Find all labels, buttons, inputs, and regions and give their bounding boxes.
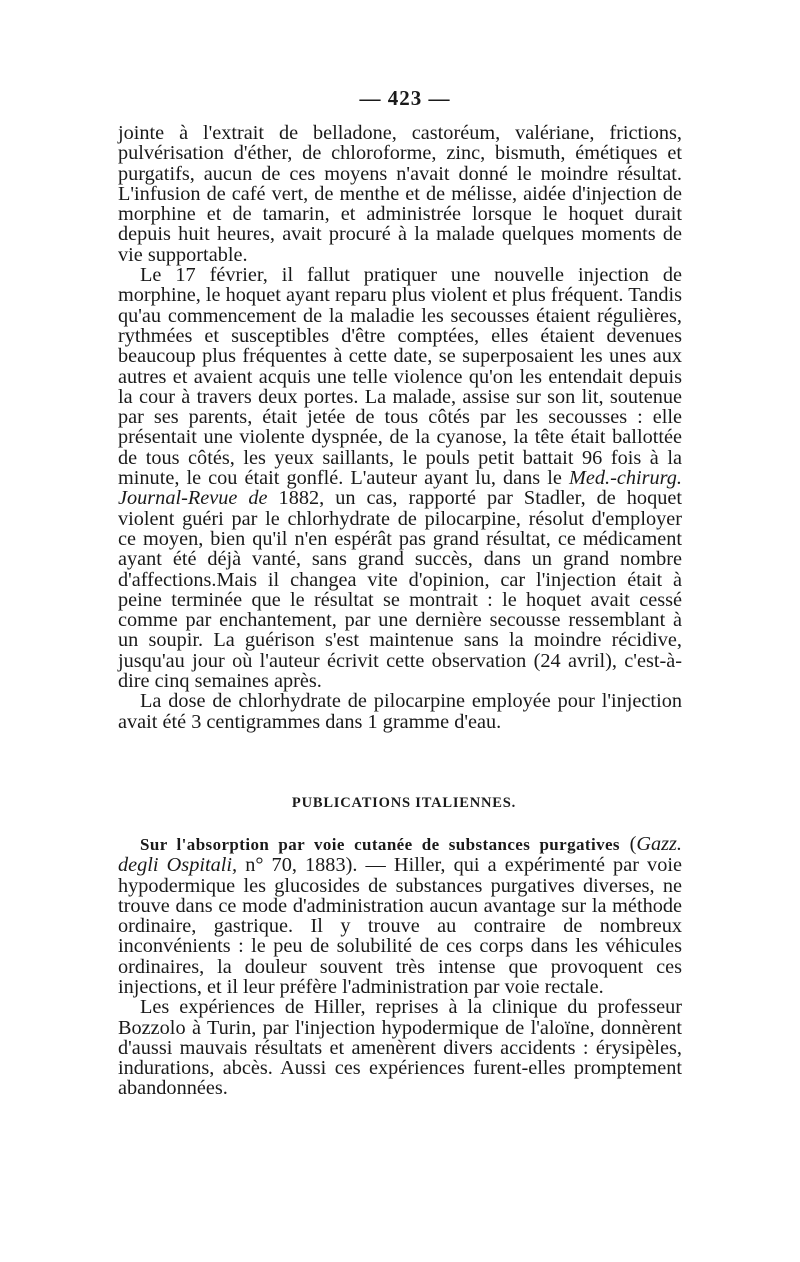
- article-body: — Hiller, qui a expérimenté par voie hypodermique les glucosides de substances purgatives diverses, ne trouve dans ce mode d'administration aucun avantage sur la méthode ordinaire, gastrique. Il y trouve au contraire de nombreux inconvénients : le peu de solubilité de ces corps dans les véhicules ordinaires, la douleur souvent très intense que provoquent ces injections, et il leur préfère l'administration par voie rectale.: [118, 854, 682, 998]
- paragraph-continuation: jointe à l'extrait de belladone, castoréum, valériane, frictions, pulvérisation d'éther, de chloroforme, zinc, bismuth, émétiques et purgatifs, aucun de ces moyens n'avait donné le moindre résultat. L'infusion de café vert, de menthe et de mélisse, aidée d'injection de morphine et de tamarin, et administrée lorsque le hoquet durait depuis huit heures, avait procuré à la malade quelques moments de vie supportable.: [118, 122, 682, 266]
- page-number: — 423 —: [359, 86, 451, 110]
- article-citation-rest: n° 70, 1883).: [245, 854, 358, 877]
- paragraph-hiller-experiments: Les expériences de Hiller, reprises à la clinique du professeur Bozzolo à Turin, par l'injection hypodermique de l'aloïne, donnèrent d'aussi mauvais résultats et amenèrent divers accidents : érysipèles, indurations, abcès. Aussi ces expériences furent-elles promptement abandonnées.: [118, 996, 682, 1100]
- section-heading: PUBLICATIONS ITALIENNES.: [291, 794, 517, 811]
- document-page: [118, 86, 682, 1099]
- paragraph-case-report: [118, 265, 682, 691]
- article-title: Sur l'absorption par voie cutanée de substances purgatives: [140, 834, 620, 854]
- article-paragraph: [118, 834, 682, 997]
- paragraph-dose: La dose de chlorhydrate de pilocarpine employée pour l'injection avait été 3 centigrammes dans 1 gramme d'eau.: [118, 690, 682, 733]
- article-journal: Gazz. degli Ospitali,: [118, 832, 682, 877]
- paragraph-case-continuation: 1882, un cas, rapporté par Stadler, de hoquet violent guéri par le chlorhydrate de pilocarpine, résolut d'employer ce moyen, bien qu'il n'en espérât pas grand résultat, ce médicament ayant été déjà vanté, sans grand succès, dans un grand nombre d'affections.Mais il changea vite d'opinion, car l'injection était à peine terminée que le résultat se montrait : le hoquet avait cessé comme par enchantement, par une dernière secousse ressemblant à un soupir. La guérison s'est maintenue sans la moindre récidive, jusqu'au jour où l'auteur écrivit cette observation (24 avril), c'est-à-dire cinq semaines après.: [118, 487, 682, 693]
- journal-citation: Med.-chirurg. Journal-Revue de: [118, 467, 682, 510]
- citation-open: (: [629, 832, 637, 855]
- paragraph-case-text: Le 17 février, il fallut pratiquer une nouvelle injection de morphine, le hoquet ayant reparu plus violent et plus fréquent. Tandis qu'au commencement de la maladie les secousses étaient régulières, rythmées et susceptibles d'être comptées, elles étaient devenues beaucoup plus fréquentes à cette date, se superposaient les unes aux autres et avaient acquis une telle violence qu'on les entendait depuis la cour à travers deux portes. La malade, assise sur son lit, soutenue par ses parents, était jetée de tous côtés par les secousses : elle présentait une violente dyspnée, de la cyanose, la tête était ballottée de tous côtés, les yeux saillants, le pouls petit battait 96 fois à la minute, le cou était gonflé. L'auteur ayant lu, dans le: [118, 264, 682, 490]
